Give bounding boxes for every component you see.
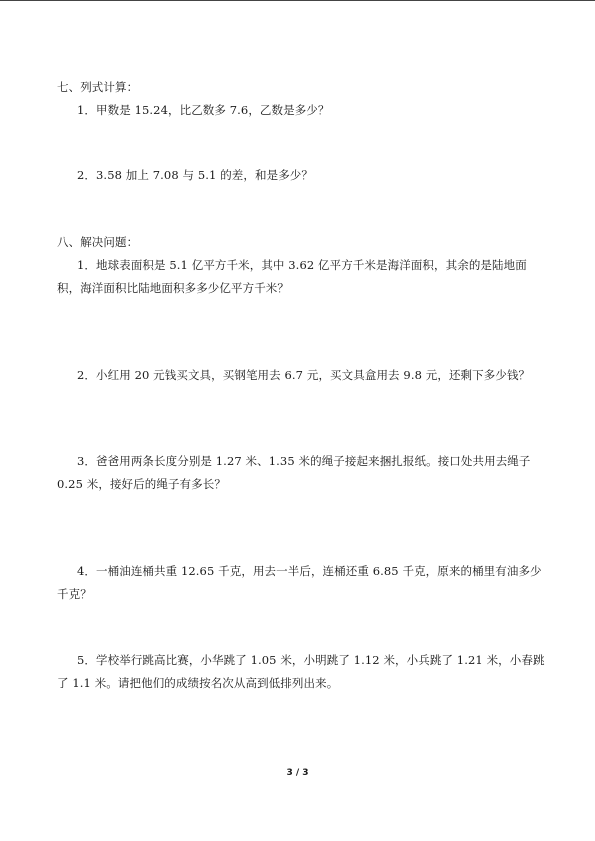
question-8-2: 2．小红用 20 元钱买文具，买钢笔用去 6.7 元，买文具盒用去 9.8 元，还剩下多少钱？ (77, 368, 531, 382)
section-eight-heading: 八、解决问题： (57, 235, 139, 249)
question-8-4-line-1: 4．一桶油连桶共重 12.65 千克，用去一半后，连桶还重 6.85 千克，原来的桶里有油多少 (77, 564, 542, 578)
question-8-4-line-2: 千克？ (57, 587, 92, 601)
question-8-5-line-1: 5．学校举行跳高比赛，小华跳了 1.05 米，小明跳了 1.12 米，小兵跳了 1.21 米，小春跳 (77, 653, 545, 667)
question-7-1: 1．甲数是 15.24，比乙数多 7.6，乙数是多少？ (77, 103, 330, 117)
page-top-rule (0, 0, 595, 1)
question-8-5-line-2: 了 1.1 米。请把他们的成绩按名次从高到低排列出来。 (57, 676, 339, 690)
question-8-3-line-2: 0.25 米，接好后的绳子有多长？ (57, 477, 226, 491)
question-8-1-line-1: 1．地球表面积是 5.1 亿平方千米，其中 3.62 亿平方千米是海洋面积，其余的是陆地面 (77, 258, 527, 272)
section-seven-heading: 七、列式计算： (57, 80, 139, 94)
question-7-2: 2．3.58 加上 7.08 与 5.1 的差，和是多少？ (77, 168, 313, 182)
question-8-1-line-2: 积，海洋面积比陆地面积多多少亿平方千米？ (57, 281, 289, 295)
question-8-3-line-1: 3．爸爸用两条长度分别是 1.27 米、1.35 米的绳子接起来捆扎报纸。接口处共用去绳子 (77, 454, 531, 468)
page-number: 3 / 3 (286, 768, 309, 778)
